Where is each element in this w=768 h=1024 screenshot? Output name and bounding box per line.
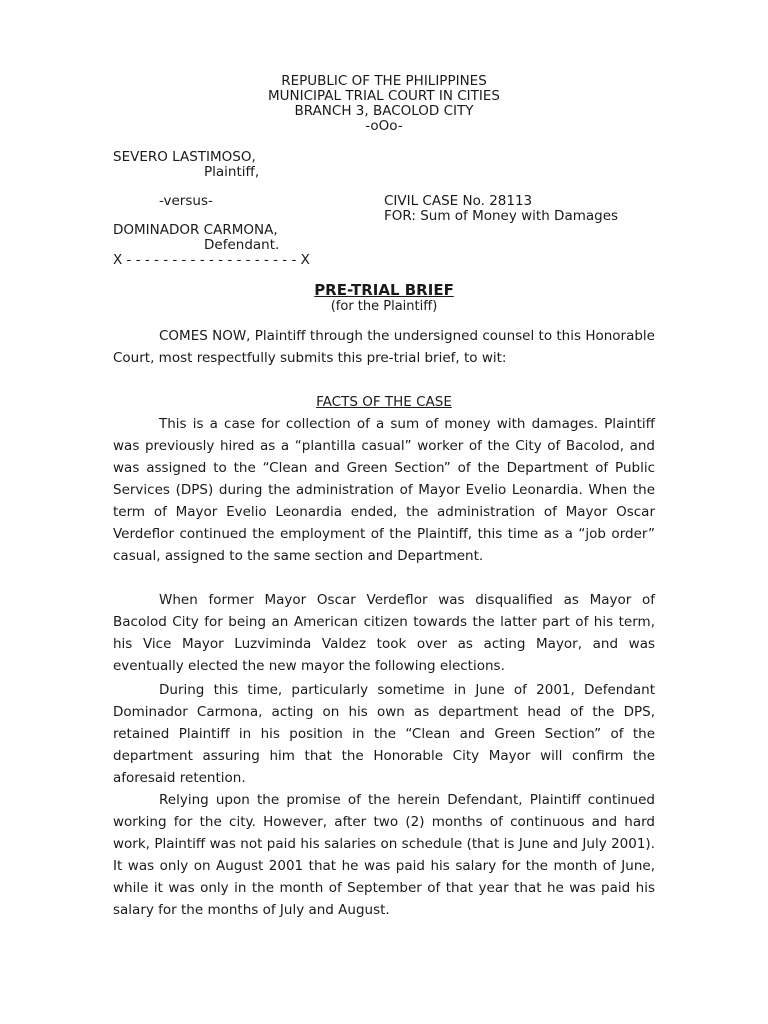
header-republic: REPUBLIC OF THE PHILIPPINES: [281, 73, 487, 89]
defendant-name: DOMINADOR CARMONA,: [113, 222, 278, 238]
case-nature: FOR: Sum of Money with Damages: [384, 208, 619, 224]
facts-paragraph-2: When former Mayor Oscar Verdeflor was disqualified as Mayor of Bacolod City for being an American citizen towards the latter part of his term, his Vice Mayor Luzviminda Valdez took over as acting Mayor, and was eventually elected the new mayor the following elections.: [113, 592, 655, 674]
facts-paragraph-1: This is a case for collection of a sum of money with damages. Plaintiff was previously hired as a “plantilla casual” worker of the City of Bacolod, and was assigned to the “Clean and Green Section” of the Department of Public Services (DPS) during the administration of Mayor Evelio Leonardia. When the term of Mayor Evelio Leonardia ended, the administration of Mayor Oscar Verdeflor continued the employment of the Plaintiff, this time as a “job order” casual, assigned to the same section and Department.: [113, 416, 655, 564]
plaintiff-role: Plaintiff,: [204, 164, 260, 180]
caption-separator: X - - - - - - - - - - - - - - - - - - - X: [113, 252, 310, 268]
court-header: [0, 74, 768, 134]
facts-paragraph-4: Relying upon the promise of the herein Defendant, Plaintiff continued working for the city. However, after two (2) months of continuous and hard work, Plaintiff was not paid his salaries on schedule (that is June and July 2001). It was only on August 2001 that he was paid his salary for the month of June, while it was only in the month of September of that year that he was paid his salary for the months of July and August.: [113, 792, 655, 918]
header-branch: BRANCH 3, BACOLOD CITY: [294, 103, 474, 119]
facts-paragraph-3: During this time, particularly sometime in June of 2001, Defendant Dominador Carmona, acting on his own as department head of the DPS, retained Plaintiff in his position in the “Clean and Green Section” of the department assuring him that the Honorable City Mayor will confirm the aforesaid retention.: [113, 682, 655, 786]
document-subtitle: (for the Plaintiff): [330, 299, 438, 314]
defendant-role: Defendant.: [204, 237, 280, 253]
plaintiff-name: SEVERO LASTIMOSO,: [113, 149, 256, 165]
header-court: MUNICIPAL TRIAL COURT IN CITIES: [268, 88, 500, 104]
header-ornament: -oOo-: [365, 118, 403, 134]
versus-label: -versus-: [159, 193, 213, 209]
intro-paragraph: COMES NOW, Plaintiff through the undersigned counsel to this Honorable Court, most respectfully submits this pre-trial brief, to wit:: [113, 328, 655, 366]
document-title: PRE-TRIAL BRIEF: [314, 281, 454, 299]
section-heading: FACTS OF THE CASE: [316, 394, 452, 410]
case-number: CIVIL CASE No. 28113: [384, 193, 533, 209]
